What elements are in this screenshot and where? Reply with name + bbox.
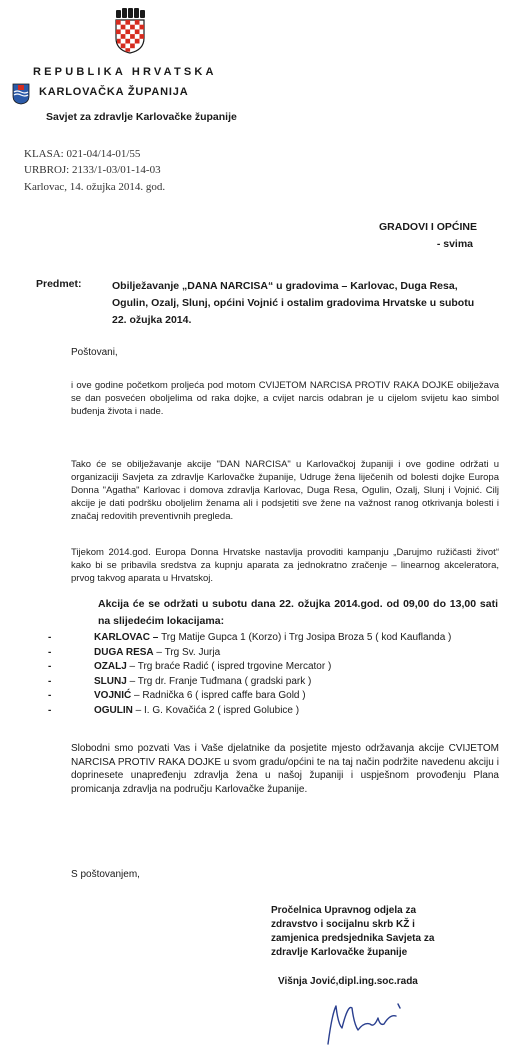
paragraph: i ove godine početkom proljeća pod motom CVIJETOM NARCISA PROTIV RAKA DOJKE obilježava se dan posvećen oboljelima od raka dojke, a cvijet narcis odabran je u cijelom svijetu kao simbol buđenja života i nade.	[71, 380, 499, 417]
klasa-number: KLASA: 021-04/14-01/55	[24, 148, 141, 160]
council-heading: Savjet za zdravlje Karlovačke županije	[46, 111, 237, 123]
location-separator: –	[131, 690, 143, 701]
recipient-line: - svima	[436, 238, 473, 250]
location-place: Trg braće Radić ( ispred trgovine Mercator )	[137, 661, 332, 672]
list-dash: -	[48, 690, 52, 701]
list-item	[48, 675, 498, 690]
location-city: KARLOVAC	[94, 632, 150, 643]
greeting: Poštovani,	[71, 347, 118, 358]
signer-title-line: Pročelnica Upravnog odjela za	[271, 905, 417, 916]
location-city: DUGA RESA	[94, 646, 154, 658]
signer-title-line: zdravstvo i socijalnu skrb KŽ i	[271, 919, 415, 930]
list-dash: -	[48, 675, 52, 687]
recipient-line: GRADOVI I OPĆINE	[378, 221, 477, 233]
subject-text: Obilježavanje „DANA NARCISA“ u gradovima – Karlovac, Duga Resa, Ogulin, Ozalj, Slunj, općini Vojnić i ostalim gradovima Hrvatske u subotu 22. ožujka 2014.	[112, 280, 475, 326]
signer-title-line: zdravlje Karlovačke županije	[271, 947, 408, 958]
location-place: Radnička 6 ( ispred caffe bara Gold )	[142, 690, 306, 701]
urbroj-number: URBROJ: 2133/1-03/01-14-03	[24, 164, 161, 176]
paragraph: Tijekom 2014.god. Europa Donna Hrvatske nastavlja provoditi kampanju „Darujmo ružičasti život“ kako bi se pribavila sredstva za kupnju aparata za jednokratno zračenje – linearnog akceleratora, prvog takvog aparata u Hrvatskoj.	[71, 547, 499, 584]
location-list	[48, 631, 498, 718]
handwritten-signature	[318, 994, 418, 1049]
location-separator: –	[132, 704, 145, 716]
list-dash: -	[48, 704, 52, 716]
location-city: VOJNIĆ	[94, 690, 132, 701]
croatian-coat-of-arms-icon	[114, 8, 146, 54]
location-place: Trg Sv. Jurja	[164, 646, 221, 658]
recipient-block	[379, 219, 477, 253]
signer-title	[271, 904, 501, 960]
regards: S poštovanjem,	[71, 869, 140, 880]
action-announcement: Akcija će se održati u subotu dana 22. ožujka 2014.god. od 09,00 do 13,00 sati na slijedećim lokacijama:	[98, 598, 498, 627]
location-separator: –	[149, 632, 162, 643]
signer-title-line: zamjenica predsjednika Savjeta za	[271, 933, 435, 944]
list-dash: -	[48, 661, 52, 672]
location-city: SLUNJ	[94, 675, 127, 687]
signer-name: Višnja Jović,dipl.ing.soc.rada	[278, 976, 418, 987]
republic-heading: REPUBLIKA HRVATSKA	[33, 66, 217, 78]
location-place: Trg dr. Franje Tuđmana ( gradski park )	[137, 675, 312, 687]
list-item	[48, 689, 498, 704]
place-date: Karlovac, 14. ožujka 2014. god.	[24, 181, 166, 193]
location-place: Trg Matije Gupca 1 (Korzo) i Trg Josipa Broza 5 ( kod Kauflanda )	[161, 632, 452, 643]
location-place: I. G. Kovačića 2 ( ispred Golubice )	[144, 704, 300, 716]
list-dash: -	[48, 632, 52, 643]
closing-paragraph: Slobodni smo pozvati Vas i Vaše djelatnike da posjetite mjesto održavanja akcije CVIJETOM NARCISA PROTIV RAKA DOJKE u svom gradu/općini te na taj način podržite navedenu akciju i doprinesete unapređenju zdravlja žena u našoj županiji i uspješnom provođenju Plana promicanja zdravlja na području Karlovačke županije.	[71, 743, 499, 795]
county-emblem-icon	[12, 83, 30, 105]
county-heading: KARLOVAČKA ŽUPANIJA	[39, 86, 189, 98]
list-item	[48, 646, 498, 661]
list-dash: -	[48, 646, 52, 658]
subject-label: Predmet:	[36, 278, 82, 290]
list-item	[48, 660, 498, 675]
location-city: OZALJ	[94, 661, 127, 672]
location-city: OGULIN	[94, 704, 133, 716]
location-separator: –	[153, 646, 165, 658]
location-separator: –	[126, 661, 138, 672]
list-item	[48, 631, 498, 646]
list-item	[48, 704, 498, 719]
paragraph: Tako će se obilježavanje akcije "DAN NARCISA" u Karlovačkoj županiji i ove godine održati u organizaciji Savjeta za zdravlje Karlovačke županije, Udruge žena liječenih od bolesti dojke Europa Donna "Agatha" Karlovac i domova zdravlja Karlovac, Duga Resa, Ogulin, Ozalj, Slunj i Vojnić. Cilj akcije je dati podršku oboljelim ženama ali i podsjetiti sve žene na važnost ranog otkrivanja bolesti i značaj redovitih preventivnih pregleda.	[71, 459, 499, 522]
location-separator: –	[126, 675, 138, 687]
